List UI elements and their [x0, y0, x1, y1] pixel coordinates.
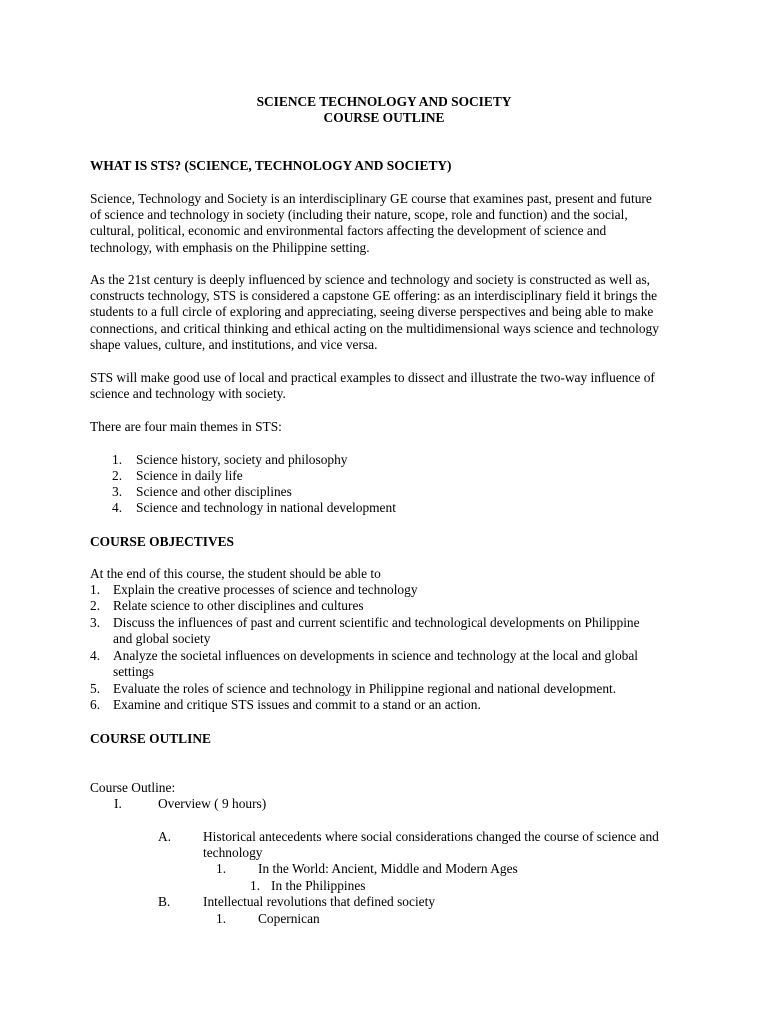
list-number: 3. [90, 615, 101, 630]
paragraph-line: science and technology with society. [90, 386, 286, 402]
list-number: 1. [90, 582, 101, 597]
list-number: 6. [90, 697, 101, 712]
outline-item: Copernican [258, 911, 320, 926]
list-item-continuation: settings [113, 664, 154, 679]
outline-item: Intellectual revolutions that defined society [203, 894, 436, 909]
outline-item-continuation: technology [203, 845, 263, 860]
list-item: Science in daily life [136, 468, 243, 483]
list-item: Analyze the societal influences on developments in science and technology at the local and global [113, 648, 639, 663]
list-item: Evaluate the roles of science and technology in Philippine regional and national development. [113, 681, 617, 696]
section-heading-course-objectives: COURSE OBJECTIVES [90, 534, 234, 549]
paragraph-intro [90, 191, 690, 256]
outline-number: 1. [250, 878, 261, 893]
outline-number: 1. [216, 861, 227, 876]
outline-number: A. [158, 829, 172, 844]
list-number: 1. [112, 452, 123, 467]
paragraph-line: Science, Technology and Society is an interdisciplinary GE course that examines past, present and future [90, 191, 652, 206]
paragraph-line: technology, with emphasis on the Philippine setting. [90, 239, 370, 255]
paragraph-line: students to a full circle of exploring and appreciating, seeing diverse perspectives and being able to make [90, 304, 654, 320]
outline-label: Course Outline: [90, 780, 176, 795]
paragraph-line: As the 21st century is deeply influenced by science and technology and society is constructed as well as, [90, 272, 651, 287]
paragraph-line: shape values, culture, and institutions, and vice versa. [90, 336, 378, 352]
outline-item: In the Philippines [271, 878, 366, 893]
paragraph-line: constructs technology, STS is considered a capstone GE offering: as an interdisciplinary field it brings the [90, 288, 658, 304]
doc-subtitle: COURSE OUTLINE [323, 110, 445, 125]
list-number: 4. [112, 500, 123, 515]
objectives-intro: At the end of this course, the student should be able to [90, 566, 381, 581]
outline-number: 1. [216, 911, 227, 926]
paragraph-line: STS will make good use of local and practical examples to dissect and illustrate the two-way influence of [90, 370, 655, 385]
list-item: Explain the creative processes of science and technology [113, 582, 418, 597]
outline-item: Overview ( 9 hours) [158, 796, 267, 811]
list-number: 3. [112, 484, 123, 499]
list-item: Discuss the influences of past and current scientific and technological developments on Philippine [113, 615, 640, 630]
list-item: Examine and critique STS issues and commit to a stand or an action. [113, 697, 481, 712]
paragraph-local-examples [90, 370, 690, 402]
list-item: Science and other disciplines [136, 484, 292, 499]
paragraph-line: connections, and critical thinking and ethical acting on the multidimensional ways science and technology [90, 320, 659, 336]
section-heading-what-is-sts: WHAT IS STS? (SCIENCE, TECHNOLOGY AND SOCIETY) [90, 158, 452, 173]
outline-item: In the World: Ancient, Middle and Modern Ages [258, 861, 518, 876]
list-item: Relate science to other disciplines and cultures [113, 598, 364, 613]
list-number: 2. [90, 598, 101, 613]
doc-title: SCIENCE TECHNOLOGY AND SOCIETY [256, 94, 512, 109]
list-item: Science history, society and philosophy [136, 452, 348, 467]
outline-item: Historical antecedents where social considerations changed the course of science and [203, 829, 659, 844]
outline-number: B. [158, 894, 171, 909]
list-number: 4. [90, 648, 101, 663]
outline-number: I. [114, 796, 122, 811]
paragraph-line: cultural, political, economic and environmental factors affecting the development of science and [90, 223, 607, 239]
paragraph-line: of science and technology in society (including their nature, scope, role and function) and the social, [90, 207, 628, 223]
paragraph-21st-century [90, 272, 690, 353]
list-item: Science and technology in national development [136, 500, 396, 515]
list-number: 5. [90, 681, 101, 696]
section-heading-course-outline: COURSE OUTLINE [90, 731, 211, 746]
themes-intro: There are four main themes in STS: [90, 419, 282, 434]
list-number: 2. [112, 468, 123, 483]
list-item-continuation: and global society [113, 631, 211, 646]
